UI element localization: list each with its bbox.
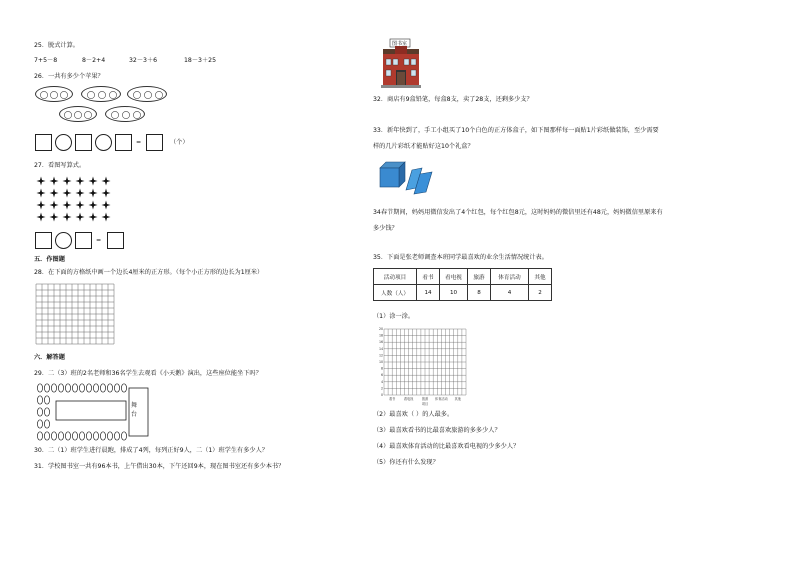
table-header-cell: 看电视 bbox=[440, 269, 468, 285]
q35-sub-4: （4）最喜欢体育活动的比最喜欢看电视的少多少人？ bbox=[373, 443, 520, 450]
seat bbox=[44, 432, 49, 440]
y-tick-label: 20 bbox=[378, 327, 383, 331]
seat bbox=[51, 432, 56, 440]
y-tick-label: 2 bbox=[380, 386, 383, 391]
q35-sub-3: （3）最喜欢看书的比最喜欢旅游的多多少人？ bbox=[373, 427, 501, 434]
q31-title: 31．学校图书室一共有96本书，上午借出30本，下午还回9本，现在图书室还有多少本书？ bbox=[34, 463, 285, 470]
table-cell: 10 bbox=[440, 285, 468, 301]
table-header-row bbox=[374, 269, 552, 285]
q33-line-2: 样的几片彩纸才能贴好这10个礼盒？ bbox=[373, 143, 474, 150]
q25-expr-4: 18－3＋25 bbox=[184, 57, 217, 64]
table-header-cell: 其他 bbox=[529, 269, 552, 285]
seat bbox=[65, 432, 70, 440]
seat bbox=[58, 384, 63, 392]
table-header-cell: 活动项目 bbox=[374, 269, 417, 285]
apple-group-4 bbox=[59, 106, 97, 122]
cube-and-paper-illustration bbox=[380, 160, 440, 196]
apple-group-1 bbox=[35, 86, 73, 102]
apple-icons bbox=[82, 87, 122, 103]
section-5-title: 五．作图题 bbox=[34, 256, 65, 263]
q35-sub-5: （5）你还有什么发现？ bbox=[373, 459, 439, 466]
apple-icons bbox=[60, 107, 98, 123]
q29-title: 29．二（3）班的2名老师和36名学生去观看《小天鹅》演出，这些座位能坐下吗？ bbox=[34, 370, 262, 377]
x-tick-label: 旅游 bbox=[421, 397, 429, 401]
y-tick-label: 18 bbox=[378, 333, 383, 338]
q35-sub-2: （2）最喜欢（ ）的人最多。 bbox=[373, 411, 454, 418]
q25-title: 25．脱式计算。 bbox=[34, 42, 79, 49]
q27-title: 27．看图写算式。 bbox=[34, 162, 86, 169]
x-axis-label: 项目 bbox=[421, 402, 429, 406]
library-sign: 图书室 bbox=[392, 41, 408, 47]
y-tick-label: 10 bbox=[378, 360, 383, 364]
q32-title: 32．商店有9盒铅笔，每盒8支，卖了28支，还剩多少支？ bbox=[373, 96, 533, 103]
seat bbox=[72, 384, 77, 392]
q35-sub-1: （1）涂一涂。 bbox=[373, 313, 415, 320]
answer-box[interactable] bbox=[35, 232, 52, 249]
grid-paper[interactable] bbox=[36, 284, 114, 344]
y-tick-label: 14 bbox=[378, 346, 383, 351]
seat bbox=[37, 396, 42, 404]
seat bbox=[107, 384, 112, 392]
seat bbox=[100, 432, 105, 440]
seat bbox=[93, 384, 98, 392]
seat bbox=[44, 396, 49, 404]
q30-title: 30．二（1）班学生进行晨跑，排成了4列，每列正好9人，二（1）班学生有多少人？ bbox=[34, 447, 268, 454]
seat bbox=[86, 384, 91, 392]
bar-chart-grid[interactable] bbox=[374, 326, 484, 404]
operator-circle[interactable] bbox=[55, 232, 72, 249]
q34-line-1: 34春节期间，妈妈用微信发出了4个红包，每个红包8元，这时妈妈的微信里还有48元，妈妈微信里原来有 bbox=[373, 209, 663, 216]
seat bbox=[37, 420, 42, 428]
y-tick-label: 4 bbox=[380, 379, 383, 384]
seat bbox=[51, 384, 56, 392]
star-pattern bbox=[35, 176, 113, 224]
y-tick-label: 0 bbox=[380, 393, 383, 397]
y-tick-label: 8 bbox=[380, 366, 383, 371]
table-row bbox=[374, 285, 552, 301]
table-header-cell: 体育活动 bbox=[491, 269, 529, 285]
seat bbox=[65, 384, 70, 392]
stats-table bbox=[373, 268, 552, 301]
seat bbox=[58, 432, 63, 440]
seat bbox=[86, 432, 91, 440]
q26-title: 26．一共有多少个苹果？ bbox=[34, 73, 104, 80]
center-block bbox=[56, 401, 126, 420]
answer-box[interactable] bbox=[107, 232, 124, 249]
table-cell: 2 bbox=[529, 285, 552, 301]
seat bbox=[79, 432, 84, 440]
x-tick-label: 其他 bbox=[454, 397, 461, 401]
answer-box[interactable] bbox=[35, 134, 52, 151]
answer-box[interactable] bbox=[115, 134, 132, 151]
seat bbox=[37, 408, 42, 416]
table-header-cell: 看书 bbox=[417, 269, 440, 285]
apple-group-5 bbox=[105, 106, 145, 122]
q34-line-2: 多少钱？ bbox=[373, 225, 398, 232]
equals-sign: = bbox=[136, 139, 142, 146]
seat bbox=[100, 384, 105, 392]
answer-box[interactable] bbox=[146, 134, 163, 151]
seat bbox=[121, 432, 126, 440]
q33-line-1: 33．新年快到了，手工小组买了10个白色的正方体盒子，如下图那样每一面贴1片彩纸做装饰，至少需要 bbox=[373, 127, 659, 134]
seat bbox=[114, 384, 119, 392]
seat bbox=[121, 384, 126, 392]
table-header-cell: 旅游 bbox=[468, 269, 491, 285]
q25-expr-1: 7+5－8 bbox=[34, 57, 58, 64]
seat bbox=[44, 384, 49, 392]
seat bbox=[72, 432, 77, 440]
table-cell: 14 bbox=[417, 285, 440, 301]
seat bbox=[44, 420, 49, 428]
operator-circle[interactable] bbox=[95, 134, 112, 151]
apple-icons bbox=[106, 107, 146, 123]
x-tick-label: 体育活动 bbox=[435, 397, 448, 401]
y-tick-label: 16 bbox=[378, 340, 383, 345]
apple-icons bbox=[36, 87, 74, 103]
q26-unit: （个） bbox=[170, 139, 189, 146]
section-6-title: 六．解答题 bbox=[34, 354, 65, 361]
seat bbox=[37, 384, 42, 392]
seat bbox=[44, 408, 49, 416]
table-cell: 4 bbox=[491, 285, 529, 301]
x-tick-label: 看电视 bbox=[403, 397, 414, 401]
answer-box[interactable] bbox=[75, 232, 92, 249]
x-tick-label: 看书 bbox=[389, 397, 396, 401]
y-tick-label: 6 bbox=[380, 373, 383, 378]
equals-sign: = bbox=[96, 237, 102, 244]
q35-title: 35．下面是张老师调查本班同学最喜欢的业余生活情况统计表。 bbox=[373, 254, 548, 261]
seat bbox=[93, 432, 98, 440]
answer-box[interactable] bbox=[75, 134, 92, 151]
seat bbox=[37, 432, 42, 440]
operator-circle[interactable] bbox=[55, 134, 72, 151]
table-cell: 8 bbox=[468, 285, 491, 301]
seat bbox=[114, 432, 119, 440]
apple-icons bbox=[128, 87, 168, 103]
stage-label: 舞台 bbox=[131, 402, 138, 418]
seat bbox=[79, 384, 84, 392]
apple-group-2 bbox=[81, 86, 121, 102]
y-tick-label: 12 bbox=[378, 353, 383, 358]
seat bbox=[107, 432, 112, 440]
q25-expr-3: 32－3＋6 bbox=[129, 57, 158, 64]
q25-expr-2: 8－2+4 bbox=[82, 57, 106, 64]
q28-title: 28．在下面的方格纸中画一个边长4厘米的正方形。（每个小正方形的边长为1厘米） bbox=[34, 269, 264, 276]
apple-group-3 bbox=[127, 86, 167, 102]
table-row-label: 人数（人） bbox=[374, 285, 417, 301]
